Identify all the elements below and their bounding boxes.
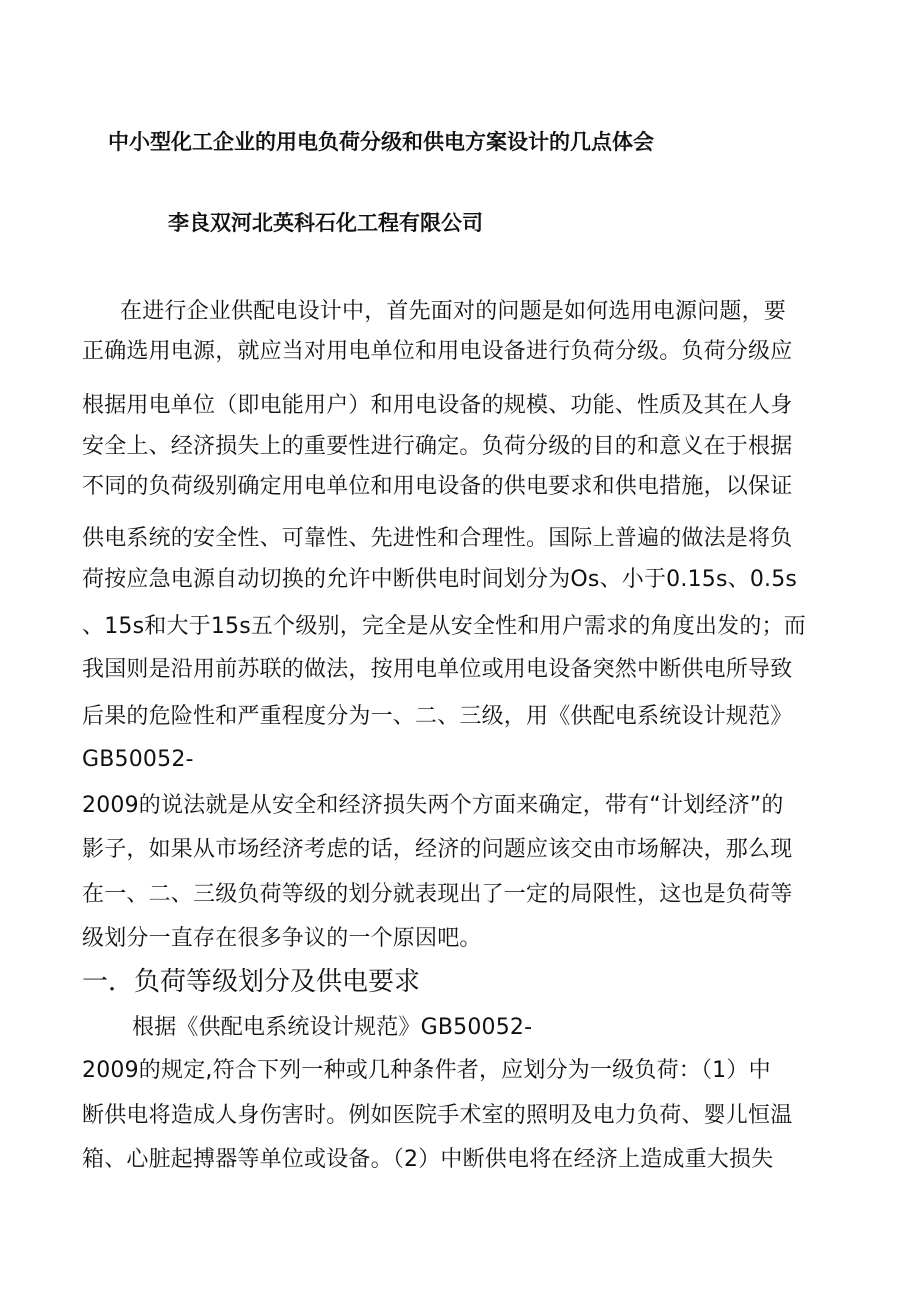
text-line: 安全上、经济损失上的重要性进行确定。负荷分级的目的和意义在于根据	[82, 434, 793, 459]
text-line: 、15s和大于15s五个级别，完全是从安全性和用户需求的角度出发的；而	[82, 614, 806, 639]
text-line: 2009的说法就是从安全和经济损失两个方面来确定，带有“计划经济”的	[82, 793, 784, 818]
text-line: 2009的规定,符合下列一种或几种条件者，应划分为一级负荷：（1）中	[82, 1058, 771, 1083]
text-line: 根据用电单位（即电能用户）和用电设备的规模、功能、性质及其在人身	[82, 393, 793, 418]
text-line: 荷按应急电源自动切换的允许中断供电时间划分为Os、小于0.15s、0.5s	[82, 567, 798, 592]
text-line: 供电系统的安全性、可靠性、先进性和合理性。国际上普遍的做法是将负	[82, 526, 793, 551]
section-heading: 一．负荷等级划分及供电要求	[82, 967, 421, 997]
text-line: 断供电将造成人身伤害时。例如医院手术室的照明及电力负荷、婴儿恒温	[82, 1103, 793, 1128]
text-line: 在进行企业供配电设计中，首先面对的问题是如何选用电源问题，要	[120, 299, 787, 324]
text-line: 根据《供配电系统设计规范》GB50052-	[132, 1015, 533, 1040]
document-title: 中小型化工企业的用电负荷分级和供电方案设计的几点体会	[108, 130, 654, 154]
text-line: 级划分一直存在很多争议的一个原因吧。	[82, 926, 482, 951]
text-line: 影子，如果从市场经济考虑的话，经济的问题应该交由市场解决，那么现	[82, 837, 793, 862]
text-line: 箱、心脏起搏器等单位或设备。（2）中断供电将在经济上造成重大损失	[82, 1147, 774, 1172]
text-line: GB50052-	[82, 747, 194, 772]
text-line: 后果的危险性和严重程度分为一、二、三级，用《供配电系统设计规范》	[82, 704, 793, 729]
text-line: 正确选用电源，就应当对用电单位和用电设备进行负荷分级。负荷分级应	[82, 339, 793, 364]
text-line: 我国则是沿用前苏联的做法，按用电单位或用电设备突然中断供电所导致	[82, 657, 793, 682]
text-line: 不同的负荷级别确定用电单位和用电设备的供电要求和供电措施，以保证	[82, 474, 793, 499]
author-affiliation: 李良双河北英科石化工程有限公司	[168, 211, 483, 235]
text-line: 在一、二、三级负荷等级的划分就表现出了一定的局限性，这也是负荷等	[82, 882, 793, 907]
